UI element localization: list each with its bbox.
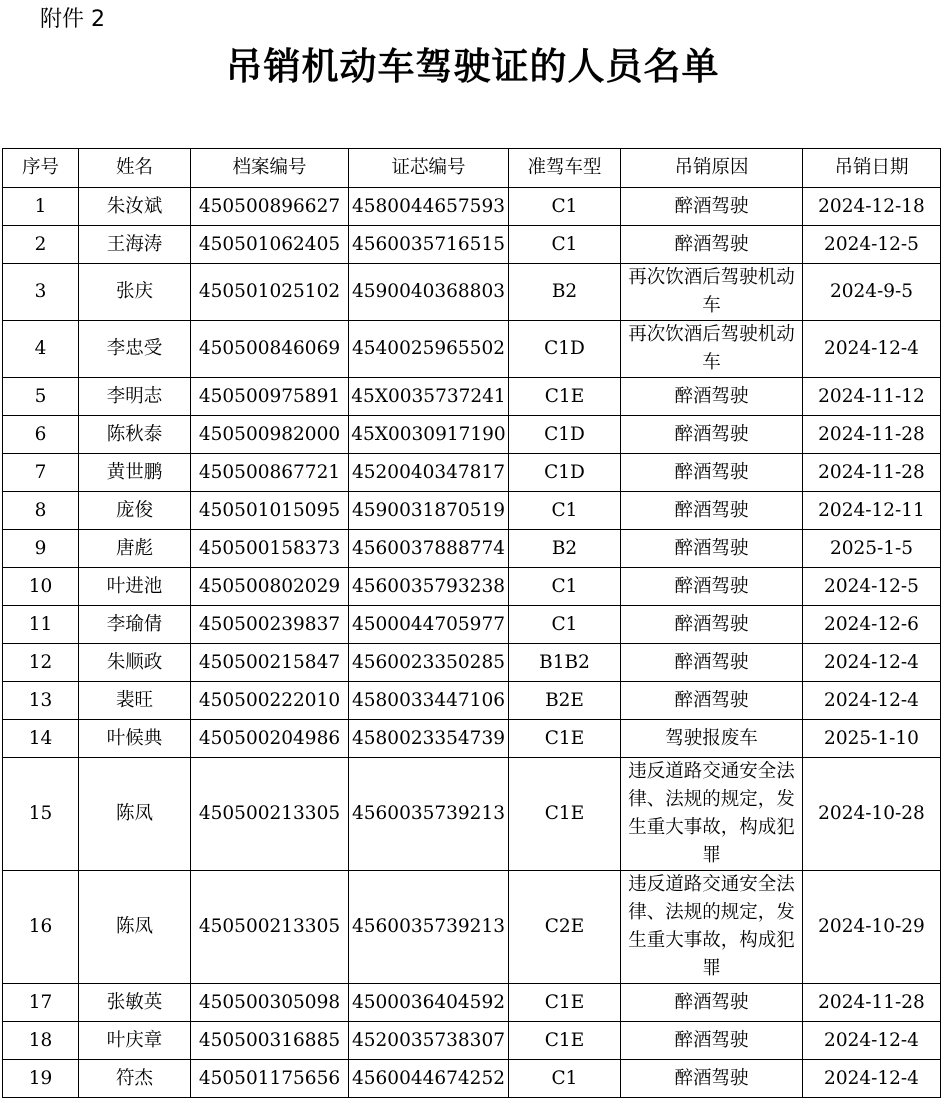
cell-license-class: B2E xyxy=(509,682,621,720)
cell-reason: 醉酒驾驶 xyxy=(621,378,803,416)
cell-reason: 醉酒驾驶 xyxy=(621,644,803,682)
cell-date: 2025-1-10 xyxy=(803,720,941,758)
cell-date: 2024-10-29 xyxy=(803,871,941,984)
cell-name: 李瑜倩 xyxy=(79,606,191,644)
cell-date: 2025-1-5 xyxy=(803,530,941,568)
cell-serial: 10 xyxy=(3,568,79,606)
cell-reason: 醉酒驾驶 xyxy=(621,682,803,720)
header-date: 吊销日期 xyxy=(803,149,941,188)
cell-file-number: 450500975891 xyxy=(191,378,349,416)
table-row xyxy=(3,416,941,454)
cell-name: 庞俊 xyxy=(79,492,191,530)
cell-license-class: C1E xyxy=(509,720,621,758)
cell-name: 张庆 xyxy=(79,264,191,321)
cell-chip-number: 4500036404592 xyxy=(349,984,509,1022)
cell-serial: 17 xyxy=(3,984,79,1022)
cell-name: 黄世鹏 xyxy=(79,454,191,492)
cell-chip-number: 4560035739213 xyxy=(349,871,509,984)
cell-file-number: 450500239837 xyxy=(191,606,349,644)
cell-chip-number: 4540025965502 xyxy=(349,321,509,378)
cell-name: 李忠受 xyxy=(79,321,191,378)
cell-chip-number: 4580044657593 xyxy=(349,188,509,226)
cell-reason: 醉酒驾驶 xyxy=(621,492,803,530)
cell-file-number: 450500215847 xyxy=(191,644,349,682)
cell-file-number: 450500213305 xyxy=(191,758,349,871)
cell-license-class: C1E xyxy=(509,378,621,416)
cell-serial: 5 xyxy=(3,378,79,416)
cell-license-class: C1D xyxy=(509,416,621,454)
cell-license-class: C1D xyxy=(509,321,621,378)
cell-name: 符杰 xyxy=(79,1060,191,1098)
table-row xyxy=(3,321,941,378)
cell-reason: 醉酒驾驶 xyxy=(621,226,803,264)
cell-chip-number: 4580033447106 xyxy=(349,682,509,720)
cell-license-class: C1D xyxy=(509,454,621,492)
cell-serial: 12 xyxy=(3,644,79,682)
cell-serial: 13 xyxy=(3,682,79,720)
cell-serial: 11 xyxy=(3,606,79,644)
cell-date: 2024-11-12 xyxy=(803,378,941,416)
cell-file-number: 450500867721 xyxy=(191,454,349,492)
cell-chip-number: 4560023350285 xyxy=(349,644,509,682)
cell-file-number: 450500316885 xyxy=(191,1022,349,1060)
cell-date: 2024-12-4 xyxy=(803,1022,941,1060)
cell-file-number: 450501175656 xyxy=(191,1060,349,1098)
cell-file-number: 450500896627 xyxy=(191,188,349,226)
cell-reason: 醉酒驾驶 xyxy=(621,606,803,644)
cell-chip-number: 45X0030917190 xyxy=(349,416,509,454)
cell-name: 陈凤 xyxy=(79,758,191,871)
revoked-license-table xyxy=(2,148,941,1098)
cell-reason: 违反道路交通安全法律、法规的规定，发生重大事故，构成犯罪 xyxy=(621,758,803,871)
document-title: 吊销机动车驾驶证的人员名单 xyxy=(225,44,720,88)
cell-serial: 19 xyxy=(3,1060,79,1098)
table-row xyxy=(3,1022,941,1060)
table-row xyxy=(3,226,941,264)
header-serial: 序号 xyxy=(3,149,79,188)
cell-date: 2024-12-5 xyxy=(803,226,941,264)
cell-license-class: C1 xyxy=(509,1060,621,1098)
cell-serial: 7 xyxy=(3,454,79,492)
header-license-class: 准驾车型 xyxy=(509,149,621,188)
header-name: 姓名 xyxy=(79,149,191,188)
cell-file-number: 450500846069 xyxy=(191,321,349,378)
cell-license-class: C2E xyxy=(509,871,621,984)
table-body xyxy=(3,188,941,1098)
cell-chip-number: 4520035738307 xyxy=(349,1022,509,1060)
cell-serial: 9 xyxy=(3,530,79,568)
cell-file-number: 450500204986 xyxy=(191,720,349,758)
table-row xyxy=(3,682,941,720)
cell-license-class: C1 xyxy=(509,492,621,530)
cell-chip-number: 4520040347817 xyxy=(349,454,509,492)
cell-chip-number: 4560037888774 xyxy=(349,530,509,568)
cell-name: 叶庆章 xyxy=(79,1022,191,1060)
cell-reason: 醉酒驾驶 xyxy=(621,530,803,568)
cell-license-class: C1 xyxy=(509,568,621,606)
cell-license-class: B2 xyxy=(509,264,621,321)
cell-name: 朱顺政 xyxy=(79,644,191,682)
annex-label: 附件 2 xyxy=(40,7,105,32)
cell-name: 唐彪 xyxy=(79,530,191,568)
cell-license-class: C1E xyxy=(509,1022,621,1060)
cell-date: 2024-12-4 xyxy=(803,682,941,720)
cell-serial: 16 xyxy=(3,871,79,984)
cell-reason: 醉酒驾驶 xyxy=(621,1060,803,1098)
cell-date: 2024-12-4 xyxy=(803,321,941,378)
header-file-number: 档案编号 xyxy=(191,149,349,188)
cell-file-number: 450501025102 xyxy=(191,264,349,321)
cell-name: 李明志 xyxy=(79,378,191,416)
header-reason: 吊销原因 xyxy=(621,149,803,188)
cell-reason: 醉酒驾驶 xyxy=(621,984,803,1022)
cell-name: 朱汝斌 xyxy=(79,188,191,226)
table-row xyxy=(3,871,941,984)
cell-date: 2024-12-11 xyxy=(803,492,941,530)
cell-serial: 18 xyxy=(3,1022,79,1060)
cell-chip-number: 4590040368803 xyxy=(349,264,509,321)
cell-file-number: 450500982000 xyxy=(191,416,349,454)
cell-name: 张敏英 xyxy=(79,984,191,1022)
cell-reason: 醉酒驾驶 xyxy=(621,454,803,492)
cell-serial: 4 xyxy=(3,321,79,378)
cell-serial: 2 xyxy=(3,226,79,264)
table-row xyxy=(3,758,941,871)
cell-date: 2024-11-28 xyxy=(803,416,941,454)
cell-reason: 违反道路交通安全法律、法规的规定，发生重大事故，构成犯罪 xyxy=(621,871,803,984)
cell-date: 2024-12-5 xyxy=(803,568,941,606)
cell-file-number: 450500305098 xyxy=(191,984,349,1022)
cell-serial: 15 xyxy=(3,758,79,871)
cell-name: 裴旺 xyxy=(79,682,191,720)
cell-serial: 8 xyxy=(3,492,79,530)
cell-serial: 6 xyxy=(3,416,79,454)
table-row xyxy=(3,530,941,568)
header-row xyxy=(3,149,941,188)
table-row xyxy=(3,378,941,416)
cell-license-class: C1 xyxy=(509,188,621,226)
cell-reason: 醉酒驾驶 xyxy=(621,1022,803,1060)
cell-file-number: 450501015095 xyxy=(191,492,349,530)
header-chip-number: 证芯编号 xyxy=(349,149,509,188)
cell-file-number: 450500222010 xyxy=(191,682,349,720)
cell-reason: 醉酒驾驶 xyxy=(621,416,803,454)
cell-chip-number: 4500044705977 xyxy=(349,606,509,644)
cell-name: 陈凤 xyxy=(79,871,191,984)
cell-license-class: C1E xyxy=(509,758,621,871)
table-row xyxy=(3,568,941,606)
cell-reason: 再次饮酒后驾驶机动车 xyxy=(621,264,803,321)
cell-file-number: 450501062405 xyxy=(191,226,349,264)
cell-chip-number: 4560035739213 xyxy=(349,758,509,871)
cell-chip-number: 4560035716515 xyxy=(349,226,509,264)
table-row xyxy=(3,720,941,758)
cell-license-class: C1E xyxy=(509,984,621,1022)
cell-serial: 14 xyxy=(3,720,79,758)
table-row xyxy=(3,606,941,644)
cell-date: 2024-12-6 xyxy=(803,606,941,644)
cell-chip-number: 4560044674252 xyxy=(349,1060,509,1098)
cell-reason: 醉酒驾驶 xyxy=(621,568,803,606)
cell-date: 2024-12-4 xyxy=(803,644,941,682)
cell-chip-number: 4560035793238 xyxy=(349,568,509,606)
table-row xyxy=(3,188,941,226)
table-row xyxy=(3,454,941,492)
cell-name: 陈秋泰 xyxy=(79,416,191,454)
table-row xyxy=(3,984,941,1022)
cell-file-number: 450500802029 xyxy=(191,568,349,606)
cell-license-class: C1 xyxy=(509,606,621,644)
cell-license-class: B1B2 xyxy=(509,644,621,682)
cell-serial: 1 xyxy=(3,188,79,226)
cell-reason: 醉酒驾驶 xyxy=(621,188,803,226)
table-row xyxy=(3,264,941,321)
cell-date: 2024-12-4 xyxy=(803,1060,941,1098)
cell-date: 2024-11-28 xyxy=(803,984,941,1022)
cell-name: 叶候典 xyxy=(79,720,191,758)
cell-chip-number: 4590031870519 xyxy=(349,492,509,530)
cell-license-class: B2 xyxy=(509,530,621,568)
cell-reason: 再次饮酒后驾驶机动车 xyxy=(621,321,803,378)
table-row xyxy=(3,1060,941,1098)
cell-date: 2024-12-18 xyxy=(803,188,941,226)
cell-serial: 3 xyxy=(3,264,79,321)
cell-name: 王海涛 xyxy=(79,226,191,264)
cell-date: 2024-10-28 xyxy=(803,758,941,871)
cell-date: 2024-11-28 xyxy=(803,454,941,492)
cell-date: 2024-9-5 xyxy=(803,264,941,321)
table-row xyxy=(3,492,941,530)
cell-file-number: 450500158373 xyxy=(191,530,349,568)
cell-license-class: C1 xyxy=(509,226,621,264)
cell-name: 叶进池 xyxy=(79,568,191,606)
cell-chip-number: 45X0035737241 xyxy=(349,378,509,416)
table-row xyxy=(3,644,941,682)
cell-chip-number: 4580023354739 xyxy=(349,720,509,758)
cell-reason: 驾驶报废车 xyxy=(621,720,803,758)
cell-file-number: 450500213305 xyxy=(191,871,349,984)
